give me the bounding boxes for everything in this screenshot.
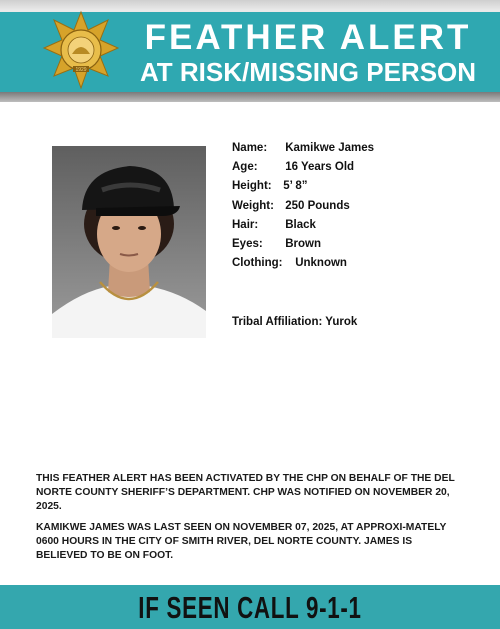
detail-label: Clothing: (232, 257, 283, 270)
person-details (232, 142, 492, 276)
alert-subtitle: AT RISK/MISSING PERSON (139, 57, 477, 87)
detail-label: Hair: (232, 218, 259, 231)
detail-value: 16 Years Old (285, 161, 355, 174)
badge-year: 1929 (75, 67, 87, 73)
detail-name (232, 142, 492, 161)
header-shadow (0, 92, 500, 102)
detail-clothing (232, 257, 492, 276)
detail-value: Kamikwe James (285, 142, 375, 154)
chp-star-badge-icon (42, 10, 120, 90)
detail-value: Brown (285, 237, 321, 250)
detail-value: Unknown (295, 257, 347, 270)
last-seen-paragraph: KAMIKWE JAMES WAS LAST SEEN ON NOVEMBER 07, 2025, AT APPROXI-MATELY 0600 HOURS IN THE CITY OF SMITH RIVER, DEL NORTE COUNTY. JAMES IS BELIEVED TO BE ON FOOT. (36, 522, 447, 561)
detail-value: 250 Pounds (285, 199, 350, 212)
detail-height (232, 180, 492, 199)
detail-value: Black (285, 218, 316, 231)
person-photo-illustration (52, 146, 206, 338)
detail-age (232, 161, 492, 180)
detail-hair (232, 219, 492, 238)
detail-label: Weight: (232, 199, 274, 212)
detail-eyes (232, 238, 492, 257)
detail-label: Eyes: (232, 237, 263, 250)
alert-title: FEATHER ALERT (144, 18, 472, 57)
detail-label: Height: (232, 180, 272, 193)
detail-weight (232, 200, 492, 219)
detail-label: Name: (232, 142, 268, 154)
tribal-affiliation (232, 316, 357, 328)
call-911-banner: IF SEEN CALL 9-1-1 (138, 590, 362, 625)
detail-label: Age: (232, 161, 258, 174)
tribal-label: Tribal Affiliation: (232, 316, 323, 328)
notification-paragraph: THIS FEATHER ALERT HAS BEEN ACTIVATED BY THE CHP ON BEHALF OF THE DEL NORTE COUNTY SHERIFF’S DEPARTMENT. CHP WAS NOTIFIED ON NOVEMBER 20, 2025. (36, 473, 455, 512)
tribal-value: Yurok (325, 316, 358, 328)
detail-value: 5’ 8” (283, 180, 308, 193)
person-photo (52, 146, 206, 338)
